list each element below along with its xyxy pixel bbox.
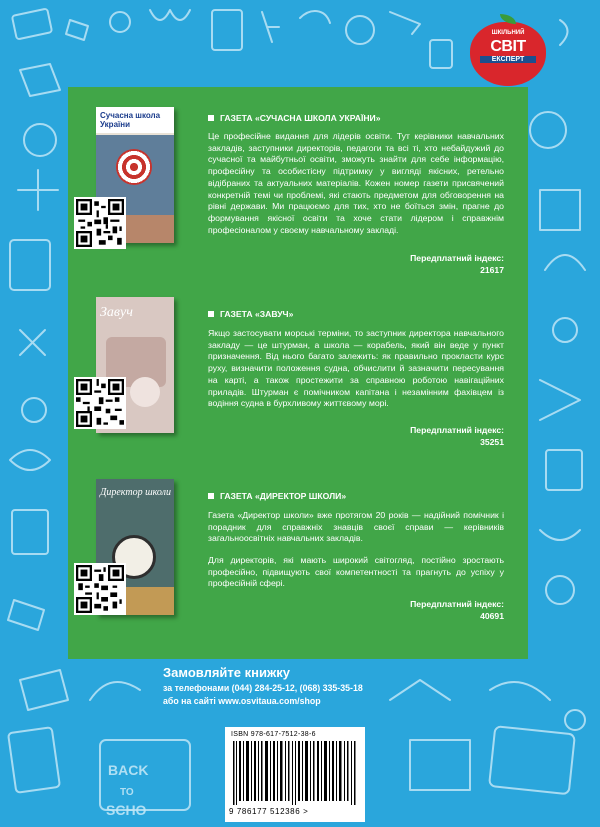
square-bullet-icon [208,493,214,499]
flower-icon [130,377,160,407]
svg-text:TO: TO [120,787,134,798]
section-description: Якщо застосувати морські терміни, то заступник директора навчального закладу — це штурман, а школа — корабель, який він веде у пункт призначення. Від нього багато залежить: як правильно прокласти курс руху, визначити положення судна, обчислити й зазначити пересування на карті, а також простежити за справною роботою навігаційних приладів. Штурман є помічником капітана і незамінним фахівцем із водіння судна в бурхливому життєвому морі. [208,328,504,409]
barcode-icon [231,741,359,805]
target-icon [116,149,152,185]
section-title: ГАЗЕТА «ЗАВУЧ» [208,309,293,319]
qr-code[interactable] [74,563,126,615]
square-bullet-icon [208,115,214,121]
index-value: 35251 [480,436,504,447]
qr-code-icon [76,379,124,427]
qr-code-icon [76,199,124,247]
cover-title: Сучасна школа України [100,111,161,129]
isbn-text: ISBN 978-617-7512-38-6 [231,731,316,738]
publisher-logo [462,16,556,88]
barcode-number: 9 786177 512386 > [229,807,309,816]
section-title: ГАЗЕТА «СУЧАСНА ШКОЛА УКРАЇНИ» [208,113,381,123]
section-description: Це професійне видання для лідерів освіти. Тут керівники навчальних закладів, заступники директорів, педагоги та всі ті, хто небайдужий до сучасної та майбутньої освіти, зможуть знайти для себе інформацію, професійну та особистісну підтримку у вигляді якісних, ретельно відібраних та актуальних матеріалів. Кожен номер газети присвячений конкретній темі чи проблемі, які стають предметом для обговорення на рівні держави. Ми працюємо для тих, хто не боїться змін, прагне до формування якісної освіти та хоче стати лідером і справжнім професіоналом у своєму навчальному закладі. [208,131,504,235]
qr-code-icon [76,565,124,613]
cover-title: Директор школи [100,487,172,498]
index-label: Передплатний індекс: [410,599,504,609]
subscription-index [410,425,504,448]
index-label: Передплатний індекс: [410,425,504,435]
newspapers-panel [68,87,528,659]
qr-code[interactable] [74,197,126,249]
order-site[interactable]: або на сайті www.osvitaua.com/shop [163,696,321,706]
svg-text:BACK: BACK [108,762,149,778]
logo-line2: СВІТ [490,38,526,55]
index-value: 40691 [480,610,504,621]
isbn-block [225,727,365,822]
square-bullet-icon [208,311,214,317]
order-info [163,665,363,706]
cover-title: Завуч [100,305,133,320]
svg-text:SCHO: SCHO [106,802,147,818]
section-description: Газета «Директор школи» вже протягом 20 років — надійний помічник і порадник для справжніх знавців своєї справи — керівників загальноосвітніх навчальних закладів. [208,510,504,544]
section-description-extra: Для директорів, які мають широкий світогляд, постійно зростають професійно, підвищують свої компетентності та прагнуть до успіху у професійній сфері. [208,555,504,589]
section-title: ГАЗЕТА «ДИРЕКТОР ШКОЛИ» [208,491,346,501]
logo-line3: ЕКСПЕРТ [480,56,536,63]
qr-code[interactable] [74,377,126,429]
order-phones: за телефонами (044) 284-25-12, (068) 335-35-18 [163,683,363,693]
index-label: Передплатний індекс: [410,253,504,263]
order-title: Замовляйте книжку [163,665,290,680]
logo-line1: ШКІЛЬНИЙ [491,30,525,36]
index-value: 21617 [480,264,504,275]
subscription-index [410,599,504,622]
subscription-index [410,253,504,276]
